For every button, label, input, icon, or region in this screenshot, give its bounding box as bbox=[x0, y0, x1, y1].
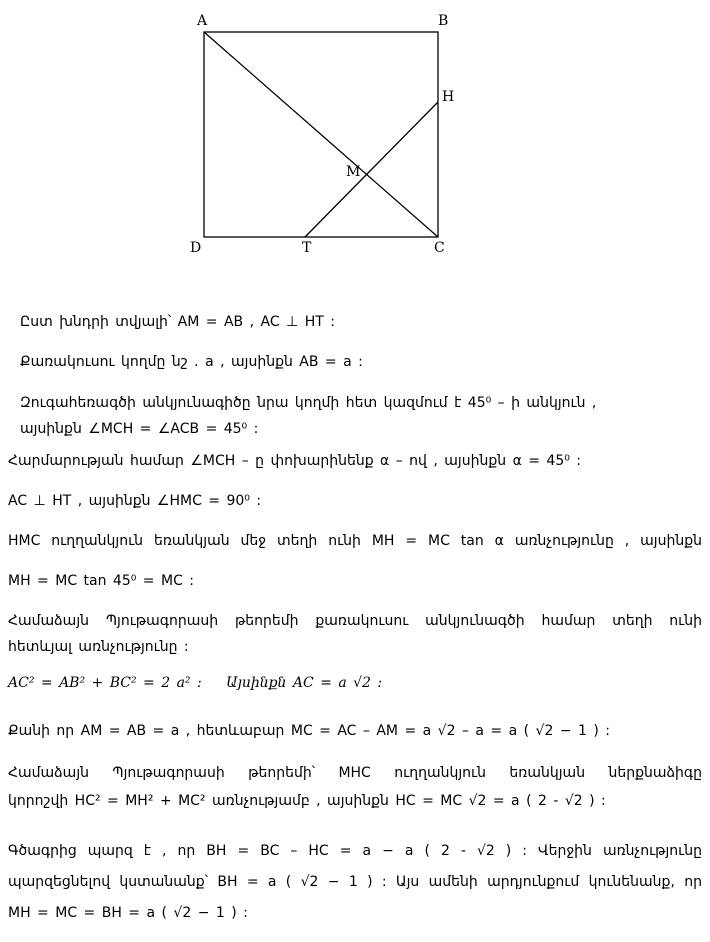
text-line-bh-diagram: Գծագրից պարզ է , որ BH = BC – HC = a − a ( 2 - √2 ) : Վերջին առնչությունը bbox=[8, 843, 702, 859]
label-t: T bbox=[302, 240, 312, 256]
text-line-relation-label: հետևյալ առնչությունը : bbox=[8, 639, 189, 655]
text-line-conclusion: MH = MC = BH = a ( √2 − 1 ) : bbox=[8, 905, 248, 921]
label-c: C bbox=[434, 240, 445, 256]
text-line-mh-equals-mc: MH = MC tan 45⁰ = MC : bbox=[8, 573, 195, 589]
text-line-hc-value: կորոշվի HC² = MH² + MC² առնչությամբ , այսինքն HC = MC √2 = a ( 2 - √2 ) : bbox=[8, 793, 606, 809]
label-b: B bbox=[438, 13, 449, 29]
text-line-ac-formula bbox=[8, 674, 702, 692]
text-line-hypotenuse-intro: Համաձայն Պյութագորասի թեորեմի՝ MHC ուղղանկյուն եռանկյան ներքնաձիգը bbox=[8, 765, 702, 781]
text-line-alpha: Հարմարության համար ∠MCH – ը փոխարինենք α – ով , այսինքն α = 45⁰ : bbox=[8, 453, 582, 469]
segment-ht bbox=[305, 102, 438, 237]
text-line-pythagoras-intro: Համաձայն Պյութագորասի թեորեմի քառակուսու անկյունագծի համար տեղի ունի bbox=[8, 613, 702, 629]
text-line-tan-relation: HMC ուղղանկյուն եռանկյան մեջ տեղի ունի MH = MC tan α առնչությունը , այսինքն bbox=[8, 533, 702, 549]
text-line-given: Ըստ խնդրի տվյալի՝ AM = AB , AC ⊥ HT : bbox=[20, 314, 335, 330]
text-line-mc-value: Քանի որ AM = AB = a , հետևաբար MC = AC – AM = a √2 – a = a ( √2 − 1 ) : bbox=[8, 723, 610, 739]
text-line-diagonal-angle: Զուգահեռագծի անկյունագիծը նրա կողմի հետ կազմում է 45⁰ – ի անկյուն , bbox=[20, 395, 597, 411]
label-d: D bbox=[190, 240, 202, 256]
label-m: M bbox=[346, 164, 361, 180]
text-line-angle-equality: այսինքն ∠MCH = ∠ACB = 45⁰ : bbox=[20, 421, 259, 437]
formula-ac-squared: AC² = AB² + BC² = 2 a² : bbox=[8, 675, 202, 691]
text-line-side: Քառակուսու կողմը նշ . a , այսինքն AB = a : bbox=[20, 354, 363, 370]
diagonal-ac bbox=[204, 32, 438, 237]
text-line-bh-simplified: պարզեցնելով կստանանք՝ BH = a ( √2 − 1 ) : Այս ամենի արդյունքում կունենանք, որ bbox=[8, 874, 702, 890]
formula-ac-value: Այսինքն AC = a √2 : bbox=[226, 675, 383, 691]
text-line-perpendicular: AC ⊥ HT , այսինքն ∠HMC = 90⁰ : bbox=[8, 493, 262, 509]
geometry-figure bbox=[0, 0, 710, 300]
label-h: H bbox=[442, 89, 455, 105]
label-a: A bbox=[197, 13, 208, 29]
